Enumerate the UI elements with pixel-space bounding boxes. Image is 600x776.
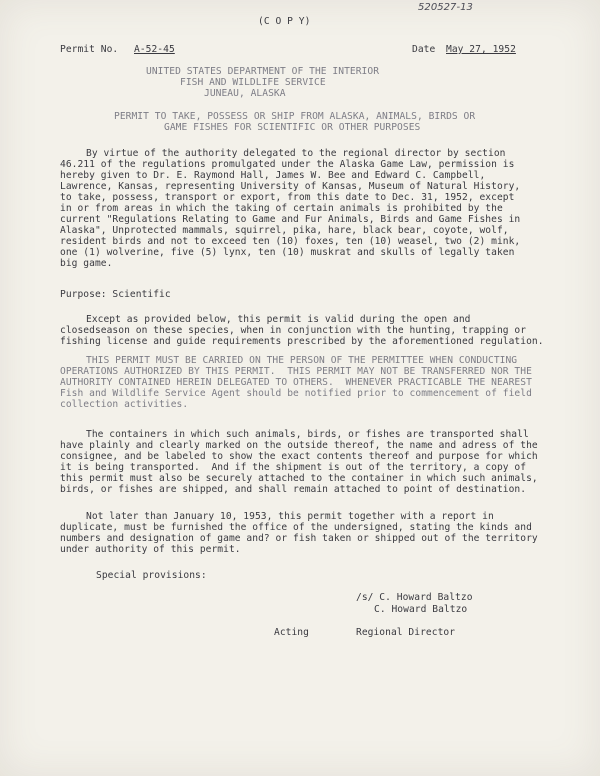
paragraph-line: big game. (60, 258, 113, 269)
paragraph-line: it is being transported. And if the shipment is out of the territory, a copy of (60, 462, 527, 473)
signature-line: /s/ C. Howard Baltzo (356, 592, 473, 603)
paragraph-line: resident birds and not to exceed ten (10) foxes, ten (10) weasel, two (2) mink, (60, 236, 521, 247)
paragraph-line: collection activities. (60, 399, 189, 410)
paragraph-line: Not later than January 10, 1953, this permit together with a report in (86, 511, 494, 522)
paragraph-line: Alaska", Unprotected mammals, squirrel, pika, hare, black bear, coyote, wolf, (60, 225, 509, 236)
permit-no-value: A-52-45 (134, 44, 175, 55)
paragraph-line: The containers in which such animals, birds, or fishes are transported shall (86, 429, 529, 440)
paragraph-line: Fish and Wildlife Service Agent should be notified prior to commencement of field (60, 388, 532, 399)
permit-no-label: Permit No. (60, 44, 119, 55)
paragraph-line: OPERATIONS AUTHORIZED BY THIS PERMIT. THIS PERMIT MAY NOT BE TRANSFERRED NOR THE (60, 366, 532, 377)
paragraph-line: AUTHORITY CONTAINED HEREIN DELEGATED TO OTHERS. WHENEVER PRACTICABLE THE NEAREST (60, 377, 532, 388)
paragraph-line: numbers and designation of game and? or fish taken or shipped out of the territory (60, 533, 538, 544)
date-value: May 27, 1952 (446, 44, 516, 55)
paragraph-line: current "Regulations Relating to Game and Fur Animals, Birds and Game Fishes in (60, 214, 521, 225)
paragraph-line: under authority of this permit. (60, 544, 241, 555)
copy-mark: (C O P Y) (258, 16, 311, 27)
paragraph-line: to take, possess, transport or export, from this date to Dec. 31, 1952, except (60, 192, 515, 203)
paragraph-line: THIS PERMIT MUST BE CARRIED ON THE PERSON OF THE PERMITTEE WHEN CONDUCTING (86, 355, 518, 366)
paragraph-line: in or from areas in which the taking of certain animals is prohibited by the (60, 203, 503, 214)
agency-line-2: FISH AND WILDLIFE SERVICE (180, 77, 326, 88)
purpose-line: Purpose: Scientific (60, 289, 171, 300)
paragraph-line: closedseason on these species, when in conjunction with the hunting, trapping or (60, 325, 527, 336)
paragraph-line: Except as provided below, this permit is valid during the open and (86, 314, 471, 325)
paragraph-line: this permit must also be securely attached to the container in which such animals, (60, 473, 538, 484)
paragraph-line: birds, or fishes are shipped, and shall remain attached to point of destination. (60, 484, 527, 495)
agency-line-1: UNITED STATES DEPARTMENT OF THE INTERIOR (146, 66, 380, 77)
paragraph-line: hereby given to Dr. E. Raymond Hall, James W. Bee and Edward C. Campbell, (60, 170, 486, 181)
paragraph-line: consignee, and be labeled to show the exact contents thereof and purpose for which (60, 451, 538, 462)
paragraph-line: fishing license and guide requirements prescribed by the aforementioned regulation. (60, 336, 544, 347)
date-label: Date (412, 44, 436, 55)
heading-line-1: PERMIT TO TAKE, POSSESS OR SHIP FROM ALASKA, ANIMALS, BIRDS OR (114, 111, 476, 122)
archive-number: 520527-13 (418, 2, 473, 13)
signature-name: C. Howard Baltzo (374, 604, 468, 615)
paragraph-line: By virtue of the authority delegated to the regional director by section (86, 148, 506, 159)
paragraph-line: 46.211 of the regulations promulgated under the Alaska Game Law, permission is (60, 159, 515, 170)
heading-line-2: GAME FISHES FOR SCIENTIFIC OR OTHER PURPOSES (164, 122, 421, 133)
paragraph-line: Lawrence, Kansas, representing University of Kansas, Museum of Natural History, (60, 181, 521, 192)
agency-line-3: JUNEAU, ALASKA (204, 88, 286, 99)
paragraph-line: duplicate, must be furnished the office of the undersigned, stating the kinds and (60, 522, 532, 533)
special-provisions: Special provisions: (96, 570, 207, 581)
paragraph-line: have plainly and clearly marked on the outside thereof, the name and adress of the (60, 440, 538, 451)
paragraph-line: one (1) wolverine, five (5) lynx, ten (10) muskrat and skulls of legally taken (60, 247, 515, 258)
signature-title: Regional Director (356, 627, 456, 638)
signature-acting: Acting (274, 627, 309, 638)
